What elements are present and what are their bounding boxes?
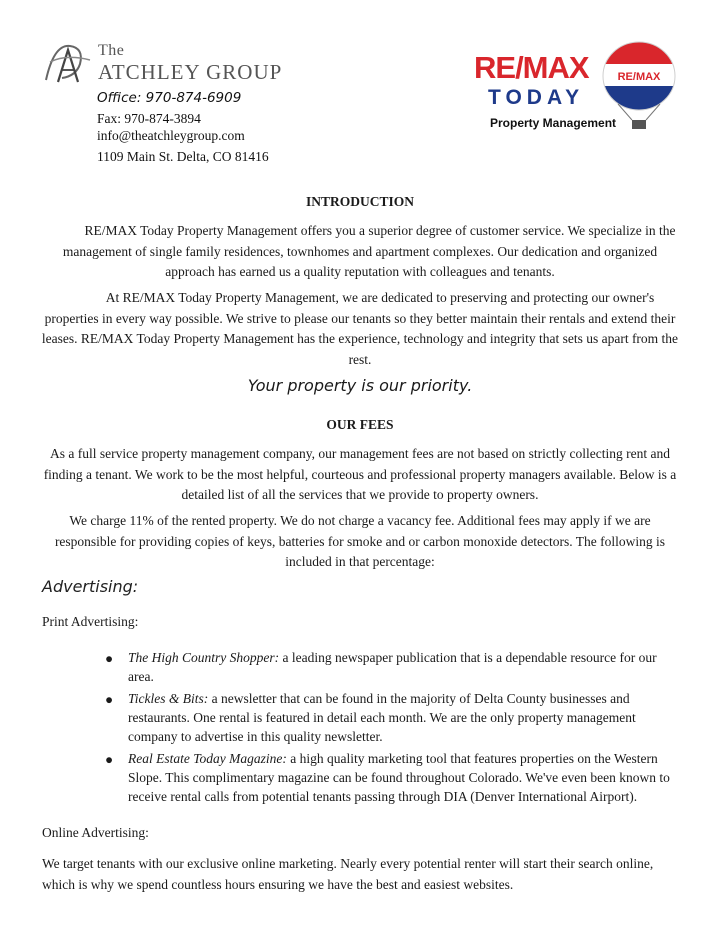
atchley-group-logo xyxy=(40,40,283,88)
fees-paragraph-1: As a full service property management company, our management fees are not based on strictly collecting rent and finding a tenant. We work to be the most helpful, courteous and professional property managers available. Below is a detailed list of all the services that we provide to property owners. xyxy=(43,446,677,502)
print-advertising-list xyxy=(102,648,682,809)
email-address: info@theatchleygroup.com xyxy=(97,128,245,143)
publication-description: a leading newspaper publication that is a dependable resource for our area. xyxy=(128,650,657,684)
property-management-label: Property Management xyxy=(490,116,617,130)
tagline: Your property is our priority. xyxy=(247,376,473,395)
bullet-icon: ● xyxy=(105,752,114,767)
atchley-monogram-icon xyxy=(40,40,94,86)
publication-title: Tickles & Bits: xyxy=(128,691,209,706)
publication-description: a high quality marketing tool that features properties on the Western Slope. This complimentary magazine can be found throughout Colorado. We've even been known to receive rental calls from potential tenants passing through DIA (Denver International Airport). xyxy=(128,751,670,804)
advertising-heading: Advertising: xyxy=(42,577,139,596)
remax-today-logo xyxy=(470,40,685,140)
online-advertising-paragraph: We target tenants with our exclusive online marketing. Nearly every potential renter will start their search online, which is why we spend countless hours ensuring we have the best and easiest websites. xyxy=(42,856,654,892)
hot-air-balloon-icon xyxy=(598,40,680,132)
list-item xyxy=(102,648,682,686)
publication-title: The High Country Shopper: xyxy=(128,650,280,665)
online-advertising-label: Online Advertising: xyxy=(42,825,149,840)
publication-description: a newsletter that can be found in the majority of Delta County businesses and restaurants. One rental is featured in detail each month. We are the only property management company to advertise in this quality newsletter. xyxy=(128,691,636,744)
intro-heading: INTRODUCTION xyxy=(305,194,414,209)
publication-title: Real Estate Today Magazine: xyxy=(128,751,287,766)
street-address: 1109 Main St. Delta, CO 81416 xyxy=(97,149,269,164)
intro-paragraph-2: At RE/MAX Today Property Management, we are dedicated to preserving and protecting our owner's properties in every way possible. We strive to please our tenants so they better maintain their rentals and extend their leases. RE/MAX Today Property Management has the experience, technology and integrity that sets us apart from the rest. xyxy=(41,290,679,367)
bullet-icon: ● xyxy=(105,651,114,666)
balloon-text: RE/MAX xyxy=(617,71,661,83)
fax-number: Fax: 970-874-3894 xyxy=(97,111,201,126)
remax-wordmark: RE/MAX xyxy=(474,50,589,85)
fees-heading: OUR FEES xyxy=(326,417,394,432)
intro-paragraph-1: RE/MAX Today Property Management offers you a superior degree of customer service. We specialize in the management of single family residences, townhomes and apartment complexes. Our dedication and organized approach has earned us a quality reputation with colleagues and tenants. xyxy=(62,223,676,279)
fees-paragraph-2: We charge 11% of the rented property. We do not charge a vacancy fee. Additional fees may apply if we are responsible for providing copies of keys, batteries for smoke and or carbon monoxide detectors. The following is included in that percentage: xyxy=(54,513,666,569)
firm-name: ATCHLEY GROUP xyxy=(98,60,283,84)
firm-name-the: The xyxy=(98,42,125,59)
office-phone: Office: 970-874-6909 xyxy=(97,90,242,106)
print-advertising-label: Print Advertising: xyxy=(42,614,139,629)
list-item xyxy=(102,749,682,806)
remax-today-word: TODAY xyxy=(488,86,585,109)
bullet-icon: ● xyxy=(105,692,114,707)
list-item xyxy=(102,689,682,746)
